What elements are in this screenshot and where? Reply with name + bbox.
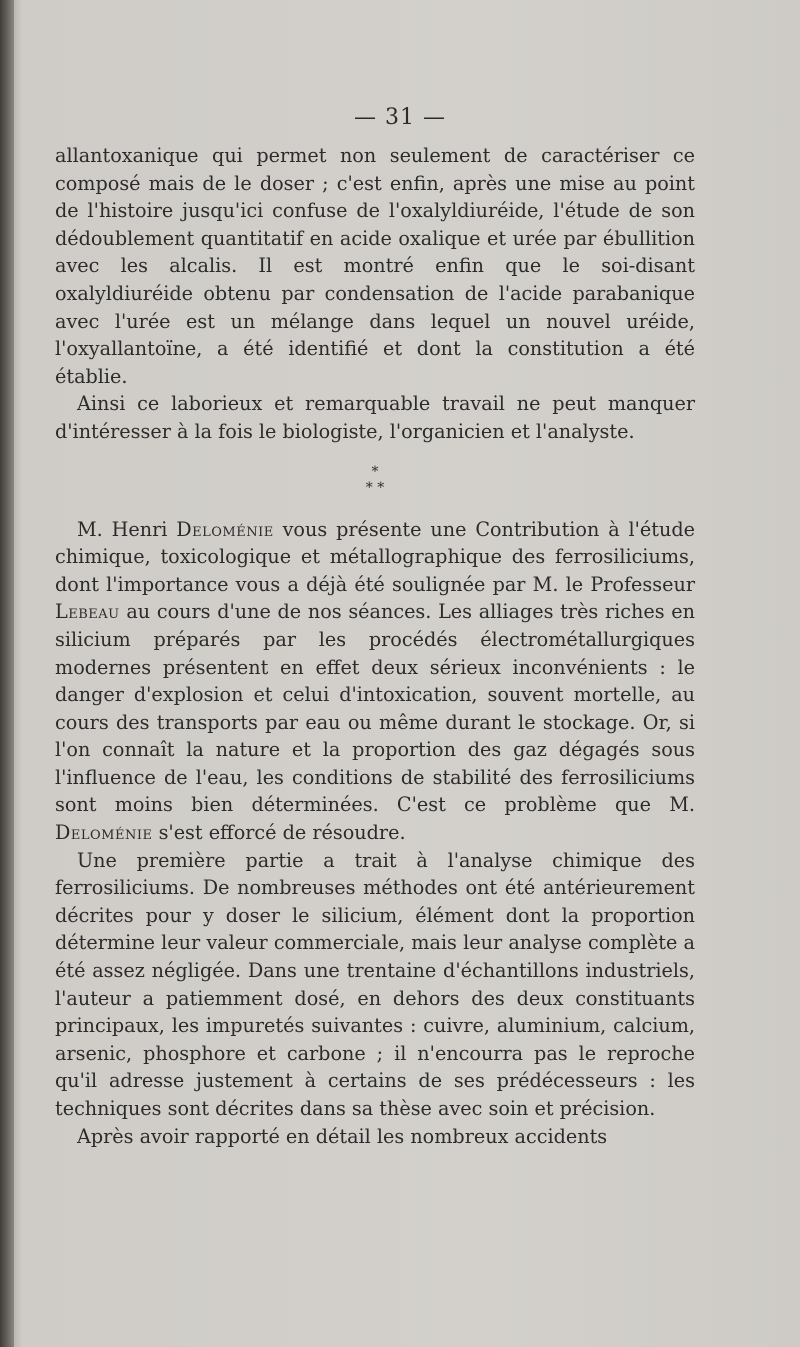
section-asterism: [55, 464, 695, 496]
paragraph-3: [55, 516, 695, 847]
asterism-bottom: * *: [365, 479, 385, 496]
body-text: [55, 142, 695, 1150]
paragraph-3-part-1: M. Henri: [77, 517, 177, 541]
paragraph-2: Ainsi ce laborieux et remarquable travail ne peut manquer d'intéresser à la fois le biologiste, l'organicien et l'analyste.: [55, 392, 695, 443]
paragraph-3-part-2: vous présente une Contribution à l'étude chimique, toxicologique et métallographique des ferrosiliciums, dont l'importance vous a déjà été soulignée par M. le Professeur: [55, 517, 695, 596]
asterism-top: *: [371, 463, 379, 480]
paragraph-3-part-4: s'est efforcé de résoudre.: [152, 821, 406, 845]
page-number: — 31 —: [354, 105, 446, 130]
paragraph-3-part-3: au cours d'une de nos séances. Les alliages très riches en silicium préparés par les procédés électrométallurgiques modernes présentent en effet deux sérieux inconvénients : le danger d'explosion et celui d'intoxication, souvent mortelle, au cours des transports par eau ou même durant le stockage. Or, si l'on connaît la nature et la proportion des gaz dégagés sous l'influence de l'eau, les conditions de stabilité des ferrosiliciums sont moins bien déterminées. C'est ce problème que M.: [55, 600, 695, 817]
author-name: Deloménie: [176, 517, 274, 541]
paragraph-5: Après avoir rapporté en détail les nombreux accidents: [77, 1124, 608, 1148]
author-name-repeat: Deloménie: [55, 821, 153, 845]
paragraph-1: allantoxanique qui permet non seulement de caractériser ce composé mais de le doser ; c'est enfin, après une mise au point de l'histoire jusqu'ici confuse de l'oxalyldiuréide, l'étude de son dédoublement quantitatif en acide oxalique et urée par ébullition avec les alcalis. Il est montré enfin que le soi-disant oxalyldiuréide obtenu par condensation de l'acide parabanique avec l'urée est un mélange dans lequel un nouvel uréide, l'oxyallantoïne, a été identifié et dont la constitution a été établie.: [55, 144, 695, 388]
professor-name: Lebeau: [55, 600, 120, 624]
paragraph-4: Une première partie a trait à l'analyse chimique des ferrosiliciums. De nombreuses méthodes ont été antérieurement décrites pour y doser le silicium, élément dont la proportion détermine leur valeur commerciale, mais leur analyse complète a été assez négligée. Dans une trentaine d'échantillons industriels, l'auteur a patiemment dosé, en dehors des deux constituants principaux, les impuretés suivantes : cuivre, aluminium, calcium, arsenic, phosphore et carbone ; il n'encourra pas le reproche qu'il adresse justement à certains de ses prédécesseurs : les techniques sont décrites dans sa thèse avec soin et précision.: [55, 848, 695, 1120]
book-binding-edge: [0, 0, 14, 1347]
